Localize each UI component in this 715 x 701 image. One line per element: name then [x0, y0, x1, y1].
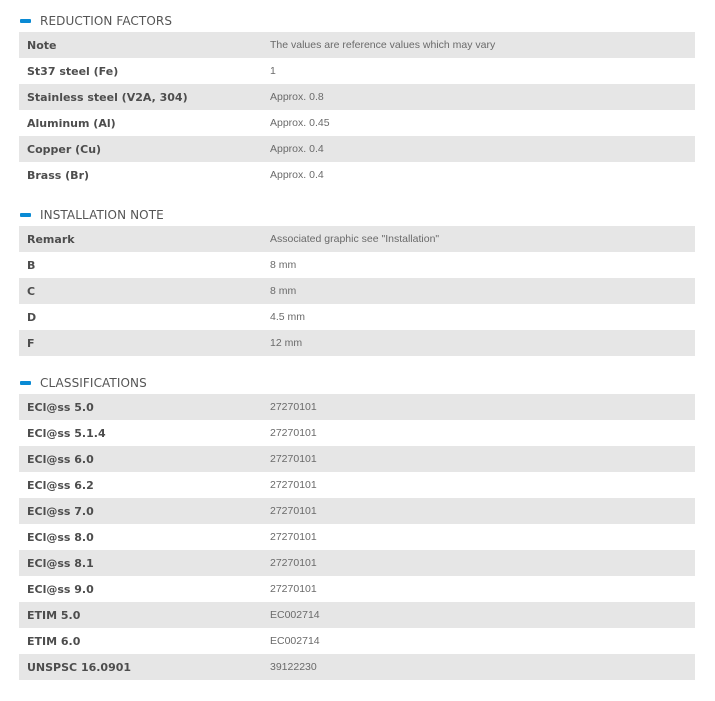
row-label: ECl@ss 9.0 — [19, 576, 270, 602]
row-value: 27270101 — [270, 576, 695, 602]
row-label: ETIM 5.0 — [19, 602, 270, 628]
row-value: EC002714 — [270, 628, 695, 654]
row-value: 27270101 — [270, 550, 695, 576]
row-label: Note — [19, 32, 270, 58]
table-row — [19, 394, 695, 420]
section-header-installation-note[interactable] — [19, 204, 695, 226]
table-row — [19, 136, 695, 162]
row-value: 27270101 — [270, 420, 695, 446]
table-row — [19, 278, 695, 304]
section-installation-note — [19, 204, 695, 356]
row-label: ECl@ss 5.1.4 — [19, 420, 270, 446]
table-row — [19, 654, 695, 680]
row-value: 8 mm — [270, 278, 695, 304]
row-value: 4.5 mm — [270, 304, 695, 330]
row-label: ECl@ss 6.2 — [19, 472, 270, 498]
row-label: Copper (Cu) — [19, 136, 270, 162]
collapse-minus-icon[interactable] — [20, 213, 31, 217]
row-value: EC002714 — [270, 602, 695, 628]
row-value: 27270101 — [270, 446, 695, 472]
row-value: Approx. 0.4 — [270, 136, 695, 162]
row-value: 27270101 — [270, 394, 695, 420]
row-label: D — [19, 304, 270, 330]
collapse-minus-icon[interactable] — [20, 381, 31, 385]
table-row — [19, 472, 695, 498]
section-title: REDUCTION FACTORS — [40, 14, 173, 28]
table-row — [19, 58, 695, 84]
section-title: CLASSIFICATIONS — [40, 376, 147, 390]
section-reduction-factors — [19, 10, 695, 188]
section-header-reduction-factors[interactable] — [19, 10, 695, 32]
properties-table — [19, 394, 695, 680]
row-value: 1 — [270, 58, 695, 84]
row-value: 39122230 — [270, 654, 695, 680]
section-classifications — [19, 372, 695, 680]
table-row — [19, 446, 695, 472]
table-row — [19, 304, 695, 330]
table-row — [19, 628, 695, 654]
row-label: Stainless steel (V2A, 304) — [19, 84, 270, 110]
section-title: INSTALLATION NOTE — [40, 208, 164, 222]
table-row — [19, 420, 695, 446]
table-row — [19, 576, 695, 602]
table-row — [19, 498, 695, 524]
row-label: B — [19, 252, 270, 278]
row-label: ECl@ss 6.0 — [19, 446, 270, 472]
row-label: ECl@ss 8.1 — [19, 550, 270, 576]
row-label: F — [19, 330, 270, 356]
row-label: C — [19, 278, 270, 304]
table-row — [19, 602, 695, 628]
collapse-minus-icon[interactable] — [20, 19, 31, 23]
table-row — [19, 550, 695, 576]
properties-table — [19, 226, 695, 356]
table-row — [19, 84, 695, 110]
row-label: ETIM 6.0 — [19, 628, 270, 654]
row-value: 27270101 — [270, 498, 695, 524]
table-row — [19, 524, 695, 550]
row-label: ECl@ss 7.0 — [19, 498, 270, 524]
row-value: Associated graphic see "Installation" — [270, 226, 695, 252]
row-label: ECl@ss 5.0 — [19, 394, 270, 420]
row-label: St37 steel (Fe) — [19, 58, 270, 84]
row-label: UNSPSC 16.0901 — [19, 654, 270, 680]
row-value: 27270101 — [270, 524, 695, 550]
table-row — [19, 162, 695, 188]
table-row — [19, 110, 695, 136]
row-value: The values are reference values which may vary — [270, 32, 695, 58]
table-row — [19, 226, 695, 252]
row-value: 27270101 — [270, 472, 695, 498]
properties-table — [19, 32, 695, 188]
section-header-classifications[interactable] — [19, 372, 695, 394]
row-label: Remark — [19, 226, 270, 252]
row-label: Brass (Br) — [19, 162, 270, 188]
row-value: Approx. 0.8 — [270, 84, 695, 110]
row-value: 12 mm — [270, 330, 695, 356]
table-row — [19, 32, 695, 58]
row-value: 8 mm — [270, 252, 695, 278]
row-value: Approx. 0.45 — [270, 110, 695, 136]
row-value: Approx. 0.4 — [270, 162, 695, 188]
row-label: ECl@ss 8.0 — [19, 524, 270, 550]
table-row — [19, 330, 695, 356]
table-row — [19, 252, 695, 278]
row-label: Aluminum (Al) — [19, 110, 270, 136]
